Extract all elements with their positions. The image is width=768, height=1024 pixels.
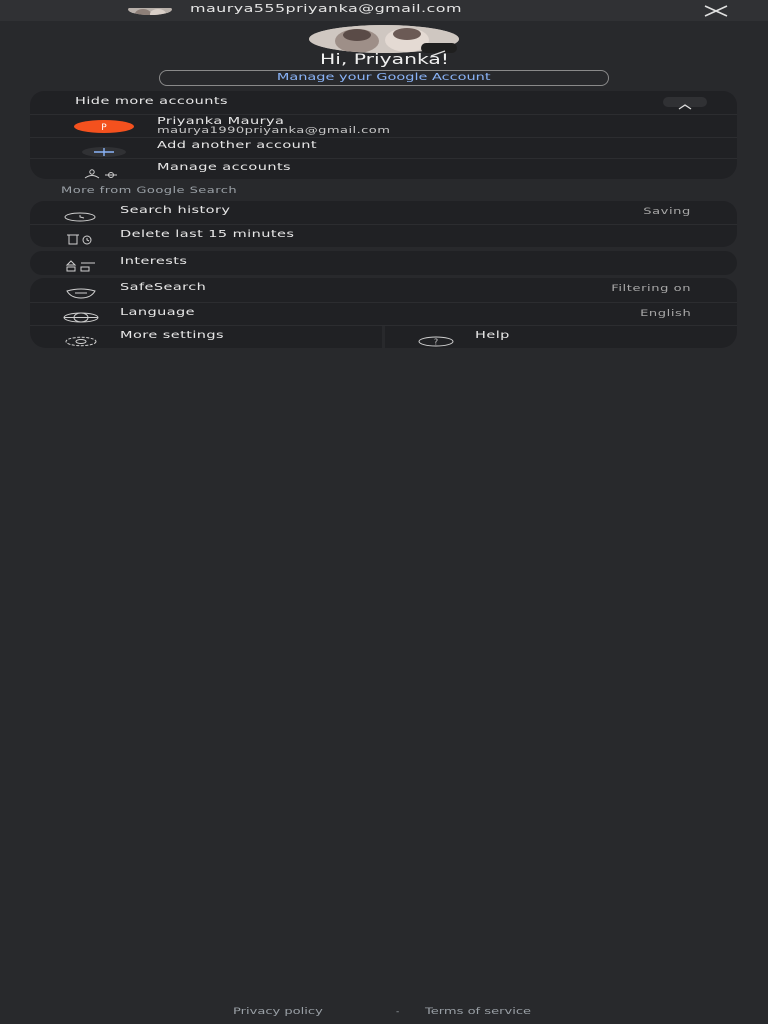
more-settings-label: More settings bbox=[120, 330, 225, 341]
account-name: Priyanka Maurya bbox=[157, 116, 285, 127]
interests-icon bbox=[63, 257, 99, 269]
language-icon bbox=[62, 308, 100, 319]
hide-accounts-label: Hide more accounts bbox=[75, 96, 228, 107]
settings-card bbox=[30, 278, 737, 348]
interests-card bbox=[30, 251, 737, 275]
interests-row[interactable] bbox=[30, 251, 737, 275]
top-bar bbox=[0, 0, 768, 21]
add-account-row[interactable] bbox=[30, 137, 737, 158]
section-title: More from Google Search bbox=[61, 186, 238, 196]
language-label: Language bbox=[120, 307, 196, 318]
bottom-split-row bbox=[30, 325, 737, 349]
search-history-label: Search history bbox=[120, 205, 231, 216]
safesearch-label: SafeSearch bbox=[120, 282, 207, 293]
delete-last-row[interactable] bbox=[30, 224, 737, 248]
help-button[interactable] bbox=[385, 326, 737, 349]
current-account-email: maurya555priyanka@gmail.com bbox=[190, 2, 462, 15]
more-settings-button[interactable] bbox=[30, 326, 382, 349]
history-icon bbox=[62, 207, 98, 217]
svg-text:?: ? bbox=[433, 337, 439, 347]
svg-text:P: P bbox=[101, 123, 107, 133]
language-value: English bbox=[639, 309, 691, 319]
account-avatar-thumbnail[interactable] bbox=[128, 4, 172, 15]
manage-accounts-icon bbox=[83, 164, 123, 174]
interests-label: Interests bbox=[120, 256, 188, 267]
hide-accounts-row[interactable] bbox=[30, 91, 737, 113]
safesearch-row[interactable] bbox=[30, 278, 737, 301]
account-avatar-letter bbox=[73, 118, 135, 131]
privacy-policy-link[interactable]: Privacy policy bbox=[233, 1007, 323, 1017]
search-history-row[interactable] bbox=[30, 201, 737, 223]
add-account-label: Add another account bbox=[157, 140, 318, 151]
delete-history-icon bbox=[65, 230, 97, 242]
history-card bbox=[30, 201, 737, 247]
account-row[interactable] bbox=[30, 114, 737, 137]
search-history-status: Saving bbox=[643, 207, 691, 217]
safesearch-icon bbox=[63, 284, 99, 295]
language-row[interactable] bbox=[30, 302, 737, 325]
chevron-up-icon[interactable] bbox=[663, 97, 707, 107]
safesearch-status: Filtering on bbox=[611, 284, 691, 294]
manage-accounts-label: Manage accounts bbox=[157, 162, 292, 173]
close-icon[interactable] bbox=[703, 3, 729, 17]
accounts-card bbox=[30, 91, 737, 179]
footer-separator: - bbox=[396, 1007, 400, 1017]
settings-icon bbox=[62, 332, 100, 343]
delete-last-label: Delete last 15 minutes bbox=[120, 229, 295, 240]
greeting: Hi, Priyanka! bbox=[319, 52, 449, 68]
help-icon bbox=[417, 332, 455, 347]
terms-of-service-link[interactable]: Terms of service bbox=[425, 1007, 532, 1017]
manage-accounts-row[interactable] bbox=[30, 158, 737, 180]
account-email: maurya1990priyanka@gmail.com bbox=[157, 126, 391, 136]
help-label: Help bbox=[475, 330, 510, 341]
add-icon bbox=[81, 142, 127, 152]
manage-google-account-button[interactable]: Manage your Google Account bbox=[159, 70, 609, 86]
